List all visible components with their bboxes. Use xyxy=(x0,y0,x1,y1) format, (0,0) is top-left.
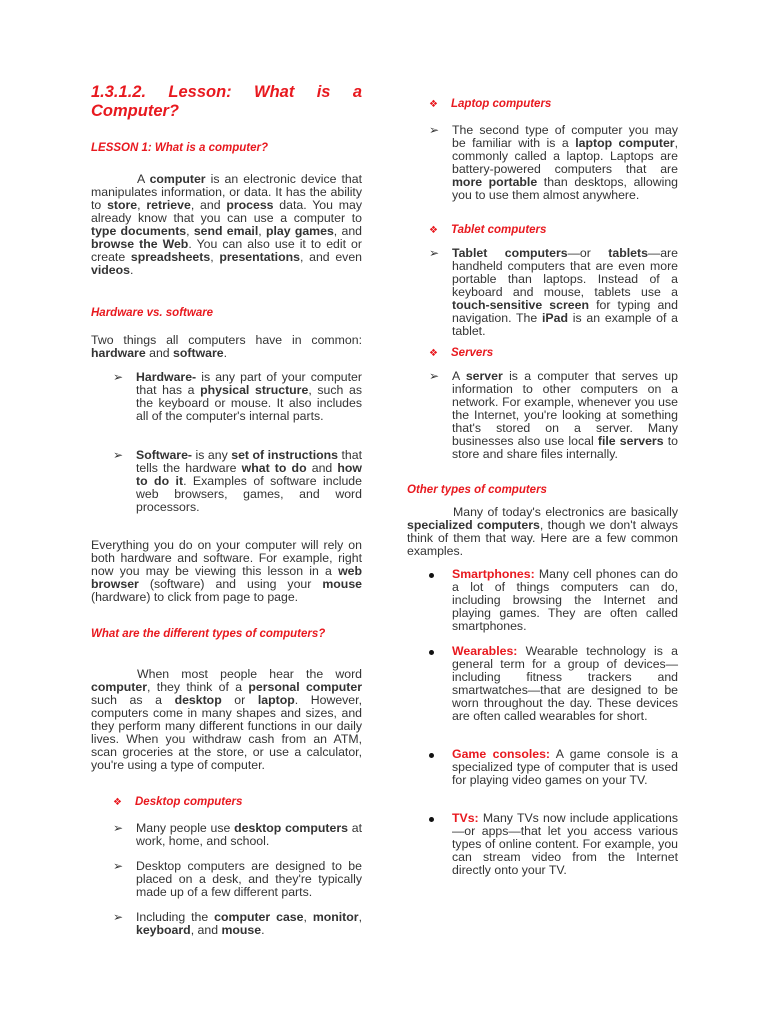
text-run: is an example of a tablet. xyxy=(452,311,678,338)
text-run: Many people use xyxy=(136,821,235,835)
text-run: is any part of your computer that has a xyxy=(136,370,362,397)
text-run: desktop xyxy=(174,693,222,707)
text-run: desktop computers xyxy=(234,821,348,835)
text-run: computer case xyxy=(214,910,304,924)
text-run: keyboard xyxy=(136,923,191,937)
text-run: type documents xyxy=(91,224,187,238)
text-run: , xyxy=(358,910,362,924)
text-run: send email xyxy=(193,224,259,238)
text-run: . However, computers come in many shapes and sizes, and they perform many different functions in our daily lives. When you withdraw cash from an ATM, scan groceries at the store, or use a calculator, you're using a type of computer. xyxy=(91,693,362,772)
text-run: laptop xyxy=(257,693,295,707)
text-run: —are handheld computers that are even more portable than laptops. Instead of a keyboard and mouse, tablets use a xyxy=(452,246,678,299)
text-run: Smartphones: xyxy=(452,567,535,581)
text-run: A xyxy=(452,369,466,383)
arrow-bullet-icon: ➢ xyxy=(429,246,440,260)
text-run: is an electronic device that manipulates information, or data. It has the ability to xyxy=(91,172,362,212)
hardware-software-heading: Hardware vs. software xyxy=(91,307,214,319)
text-run: . xyxy=(223,346,228,360)
text-run: Wearable technology is a general term for a group of devices—including fitness trackers and smartwatches—that are designed to be worn throughout the day. These devices are often called wearables for short. xyxy=(452,644,678,723)
text-run: laptop computer xyxy=(575,136,675,150)
diamond-bullet-icon: ❖ xyxy=(429,348,438,359)
text-run: more portable xyxy=(452,175,538,189)
arrow-bullet-icon: ➢ xyxy=(429,123,440,137)
text-run: computer xyxy=(149,172,206,186)
arrow-bullet-icon: ➢ xyxy=(113,859,124,873)
text-run: , xyxy=(210,250,220,264)
text-run: A game console is a specialized type of computer that is used for playing video games on your TV. xyxy=(452,747,678,787)
types-heading: What are the different types of computers? xyxy=(91,628,326,640)
text-run: —or xyxy=(567,246,609,260)
text-run: play games xyxy=(265,224,334,238)
text-run: computer xyxy=(91,680,148,694)
text-run: such as a xyxy=(91,693,175,707)
text-run: that tells the hardware xyxy=(136,448,362,475)
text-run: Desktop computers are designed to be placed on a desk, and they're typically made up of a few different parts. xyxy=(136,859,362,899)
text-run: . xyxy=(261,923,265,937)
arrow-bullet-icon: ➢ xyxy=(113,910,124,924)
bullet-dot-icon xyxy=(429,650,434,655)
text-run: (hardware) to click from page to page. xyxy=(91,590,299,604)
diamond-bullet-icon: ❖ xyxy=(429,99,438,110)
text-run: . xyxy=(129,263,134,277)
text-run: retrieve xyxy=(146,198,191,212)
text-run: . You can also use it to edit or create xyxy=(91,237,362,264)
text-run: what to do xyxy=(241,461,307,475)
text-run: Wearables: xyxy=(452,644,518,658)
text-run: set of instructions xyxy=(231,448,338,462)
hardware-software-intro xyxy=(91,334,362,360)
text-run: Game consoles: xyxy=(452,747,551,761)
text-run: Many cell phones can do a lot of things computers can do, including browsing the Internet and playing games. They are often called smartphones. xyxy=(452,567,678,633)
text-run: . Examples of software include web browsers, games, and word processors. xyxy=(136,474,362,514)
other-types-intro xyxy=(407,506,678,558)
text-run: , xyxy=(186,224,194,238)
document-page: 1.3.1.2. Lesson: What is a Computer? LESSON 1: What is a computer? A computer is an electronic device that manipulates information, or data. It has the ability to store, retrieve, and process data. You may already know that you can use a computer to type documents, send email, play games, and browse the Web. You can also use it to edit or create spreadsheets, presentations, and even videos. Hardware vs. software Two things all computers have in common: hardware and software. ➢ Hardware- is any part of your computer that has a physical structure, such as the keyboard or mouse. It also includes all of the computer's internal parts. ➢ Software- is any set of instructions that tells the hardware what to do and how to do it. Examples of software include web browsers, games, and word processors. Everything you do on your computer will rely on both hardware and software. For example, right now you may be viewing this lesson in a web browser (software) and using your mouse (hardware) to click from page to page. What are the different types of computers? When most people hear the word computer, they think of a personal computer such as a desktop or laptop. However, computers come in many shapes and sizes, and they perform many different functions in our daily lives. When you withdraw cash from an ATM, scan groceries at the store, or use a calculator, you're using a type of computer. ❖ Desktop computers ➢ Many people use desktop computers at work, home, and school. ➢ Desktop computers are designed to be placed on a desk, and they're typically made up of a few different parts. ➢ Including the computer case, monitor, keyboard, and mouse. ❖ Laptop computers ➢ The second type of computer you may be familiar with is a laptop computer, commonly called a laptop. Laptops are battery-powered computers that are more portable than desktops, allowing you to use them almost anywhere. ❖ Tablet computers ➢ Tablet computers—or tablets—are handheld computers that are even more portable than laptops. Instead of a keyboard and mouse, tablets use a touch-sensitive screen for typing and navigation. The iPad is an example of a tablet. ❖ Servers ➢ A server is a computer that serves up information to other computers on a network. For example, whenever you use the Internet, you're looking at something that's stored on a server. Many businesses also use local file servers to store and share files internally. Other types of computers Many of today's electronics are basically specialized computers, though we don't always think of them that way. Here are a few common examples. Smartphones: Many cell phones can do a lot of things computers can do, including browsing the Internet and playing games. They are often called smartphones. Wearables: Wearable technology is a general term for a group of devices—including fitness trackers and smartwatches—that are designed to be worn throughout the day. These devices are often called wearables for short. Game consoles: A game console is a specialized type of computer that is used for playing video games on your TV. TVs: Many TVs now include applications—or apps—that let you access various types of online content. For example, you can stream video from the Internet directly onto your TV. xyxy=(91,83,679,937)
text-run: Many TVs now include applications—or apps—that let you access various types of online content. For example, you can stream video from the Internet directly onto your TV. xyxy=(452,811,678,877)
page-title: 1.3.1.2. Lesson: What is a Computer? xyxy=(91,83,362,120)
text-run: monitor xyxy=(312,910,359,924)
text-run: , though we don't always think of them that way. Here are a few common examples. xyxy=(407,518,679,558)
text-run: server xyxy=(465,369,503,383)
text-run: data. You may already know that you can use a computer to xyxy=(91,198,362,225)
text-run: , and xyxy=(333,224,362,238)
text-run: (software) and using your xyxy=(138,577,323,591)
text-run: touch-sensitive screen xyxy=(452,298,589,312)
text-run: Everything you do on your computer will rely on both hardware and software. For example, right now you may be viewing this lesson in a xyxy=(91,538,362,578)
text-run: to store and share files internally. xyxy=(452,434,678,461)
everything-paragraph xyxy=(91,539,362,604)
text-run: Many of today's electronics are basically xyxy=(453,505,678,519)
text-run: and xyxy=(306,461,338,475)
text-run: or xyxy=(221,693,258,707)
text-run: , and xyxy=(190,198,227,212)
text-run: Including the xyxy=(136,910,215,924)
text-run: videos xyxy=(91,263,130,277)
text-run: Hardware- xyxy=(136,370,197,384)
text-run: is a computer that serves up information to other computers on a network. For example, whenever you use the Internet, you're looking at something that's stored on a server. Many businesses also use local xyxy=(452,369,678,448)
text-run: file servers xyxy=(597,434,664,448)
text-run: process xyxy=(226,198,274,212)
types-intro-paragraph xyxy=(91,668,362,772)
text-run: than desktops, allowing you to use them almost anywhere. xyxy=(452,175,678,202)
text-run: and xyxy=(145,346,174,360)
text-run: , and even xyxy=(299,250,362,264)
text-run: personal computer xyxy=(248,680,362,694)
text-run: Tablet computers xyxy=(452,246,568,260)
text-run: A xyxy=(137,172,150,186)
text-run: , xyxy=(258,224,266,238)
intro-paragraph xyxy=(91,173,362,277)
text-run: for typing and navigation. The xyxy=(452,298,678,325)
text-run: spreadsheets xyxy=(130,250,211,264)
arrow-bullet-icon: ➢ xyxy=(113,448,124,462)
text-run: hardware xyxy=(91,346,146,360)
text-run: The second type of computer you may be familiar with is a xyxy=(452,123,678,150)
text-run: When most people hear the word xyxy=(137,667,362,681)
text-run: specialized computers xyxy=(407,518,540,532)
text-run: , and xyxy=(190,923,222,937)
bullet-dot-icon xyxy=(429,573,434,578)
text-run: iPad xyxy=(542,311,568,325)
text-run: , xyxy=(303,910,313,924)
text-run: , xyxy=(137,198,147,212)
text-run: Software- xyxy=(136,448,193,462)
text-run: at work, home, and school. xyxy=(136,821,362,848)
text-run: is any xyxy=(192,448,232,462)
text-run: TVs: xyxy=(452,811,479,825)
diamond-bullet-icon: ❖ xyxy=(113,797,122,808)
text-run: , they think of a xyxy=(147,680,249,694)
diamond-bullet-icon: ❖ xyxy=(429,225,438,236)
text-run: how to do it xyxy=(136,461,362,488)
text-run: physical structure xyxy=(200,383,309,397)
text-run: browse the Web xyxy=(91,237,189,251)
bullet-dot-icon xyxy=(429,753,434,758)
text-run: mouse xyxy=(322,577,362,591)
text-run: presentations xyxy=(219,250,300,264)
text-run: software xyxy=(173,346,224,360)
text-run: Two things all computers have in common: xyxy=(91,333,362,347)
bullet-dot-icon xyxy=(429,817,434,822)
arrow-bullet-icon: ➢ xyxy=(113,821,124,835)
text-run: , commonly called a laptop. Laptops are battery-powered computers that are xyxy=(452,136,678,176)
text-run: mouse xyxy=(221,923,262,937)
text-run: , such as the keyboard or mouse. It also includes all of the computer's internal parts. xyxy=(136,383,362,423)
lesson-heading: LESSON 1: What is a computer? xyxy=(91,142,268,154)
arrow-bullet-icon: ➢ xyxy=(113,370,124,384)
text-run: web browser xyxy=(91,564,362,591)
other-types-heading: Other types of computers xyxy=(407,484,547,496)
text-run: store xyxy=(107,198,138,212)
text-run: tablets xyxy=(608,246,648,260)
arrow-bullet-icon: ➢ xyxy=(429,369,440,383)
